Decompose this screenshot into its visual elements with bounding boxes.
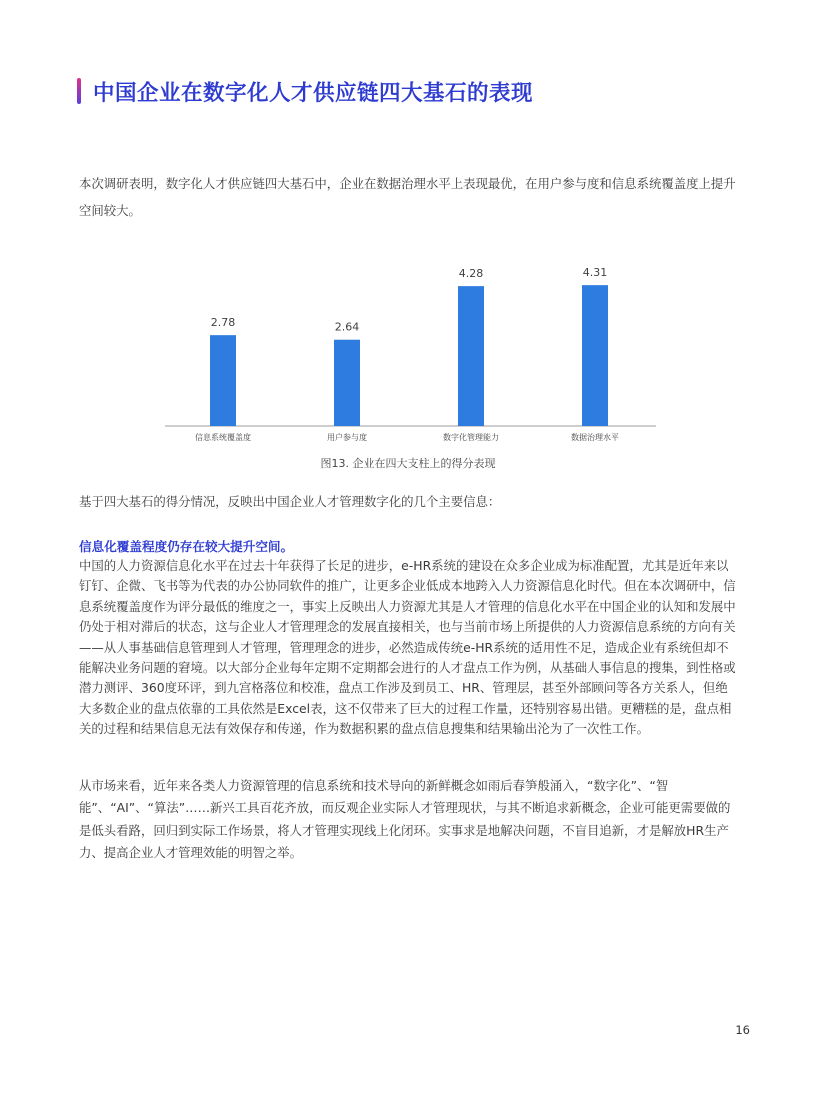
page-title-block xyxy=(77,76,533,106)
body-paragraph-2: 从市场来看，近年来各类人力资源管理的信息系统和技术导向的新鲜概念如雨后春笋般涌入，“数字化”、“智能”、“AI”、“算法”……新兴工具百花齐放，而反观企业实际人才管理现状，与其不断追求新概念，企业可能更需要做的是低头看路，回归到实际工作场景，将人才管理实现线上化闭环。实事求是地解决问题，不盲目追新，才是解放HR生产力、提高企业人才管理效能的明智之举。 xyxy=(79,778,731,861)
bar-2 xyxy=(458,286,484,426)
bar-1 xyxy=(334,340,360,426)
data-label-2: 4.28 xyxy=(458,267,484,281)
page-number: 16 xyxy=(735,1023,750,1037)
score-bar-chart xyxy=(160,236,656,452)
body-paragraph-1: 中国的人力资源信息化水平在过去十年获得了长足的进步，e-HR系统的建设在众多企业成为标准配置，尤其是近年来以钉钉、企微、飞书等为代表的办公协同软件的推广，让更多企业低成本地跨入人力资源信息化时代。但在本次调研中，信息系统覆盖度作为评分最低的维度之一，事实上反映出人力资源尤其是人才管理的信息化水平在中国企业的认知和发展中仍处于相对滞后的状态，这与企业人才管理理念的发展直接相关，也与当前市场上所提供的人力资源信息系统的方向有关——从人事基础信息管理到人才管理，管理理念的进步，必然造成传统e-HR系统的适用性不足，造成企业有系统但却不能解决业务问题的窘境。以大部分企业每年定期不定期都会进行的人才盘点工作为例，从基础人事信息的搜集，到性格或潜力测评、360度环评，到九宫格落位和校准，盘点工作涉及到员工、HR、管理层，甚至外部顾问等各方关系人，但绝大多数企业的盘点依靠的工具依然是Excel表，这不仅带来了巨大的过程工作量，还特别容易出错。更糟糕的是，盘点相关的过程和结果信息无法有效保存和传递，作为数据积累的盘点信息搜集和结果输出沦为了一次性工作。 xyxy=(79,558,736,737)
title-accent-bar xyxy=(77,78,81,104)
category-label-2: 数字化管理能力 xyxy=(443,433,499,442)
category-label-0: 信息系统覆盖度 xyxy=(195,433,251,442)
bar-0 xyxy=(210,335,236,426)
page-title: 中国企业在数字化人才供应链四大基石的表现 xyxy=(93,80,534,106)
bar-3 xyxy=(582,285,608,426)
section-subheading: 信息化覆盖程度仍存在较大提升空间。 xyxy=(79,539,294,554)
intro-paragraph: 本次调研表明，数字化人才供应链四大基石中，企业在数据治理水平上表现最优，在用户参与度和信息系统覆盖度上提升空间较大。 xyxy=(79,176,736,218)
category-label-3: 数据治理水平 xyxy=(571,433,619,442)
category-label-1: 用户参与度 xyxy=(327,433,367,442)
figure-caption: 图13. 企业在四大支柱上的得分表现 xyxy=(320,457,496,470)
data-label-0: 2.78 xyxy=(210,316,236,330)
data-label-1: 2.64 xyxy=(334,320,360,334)
lead-paragraph: 基于四大基石的得分情况，反映出中国企业人才管理数字化的几个主要信息： xyxy=(79,494,501,509)
data-label-3: 4.31 xyxy=(582,266,608,280)
